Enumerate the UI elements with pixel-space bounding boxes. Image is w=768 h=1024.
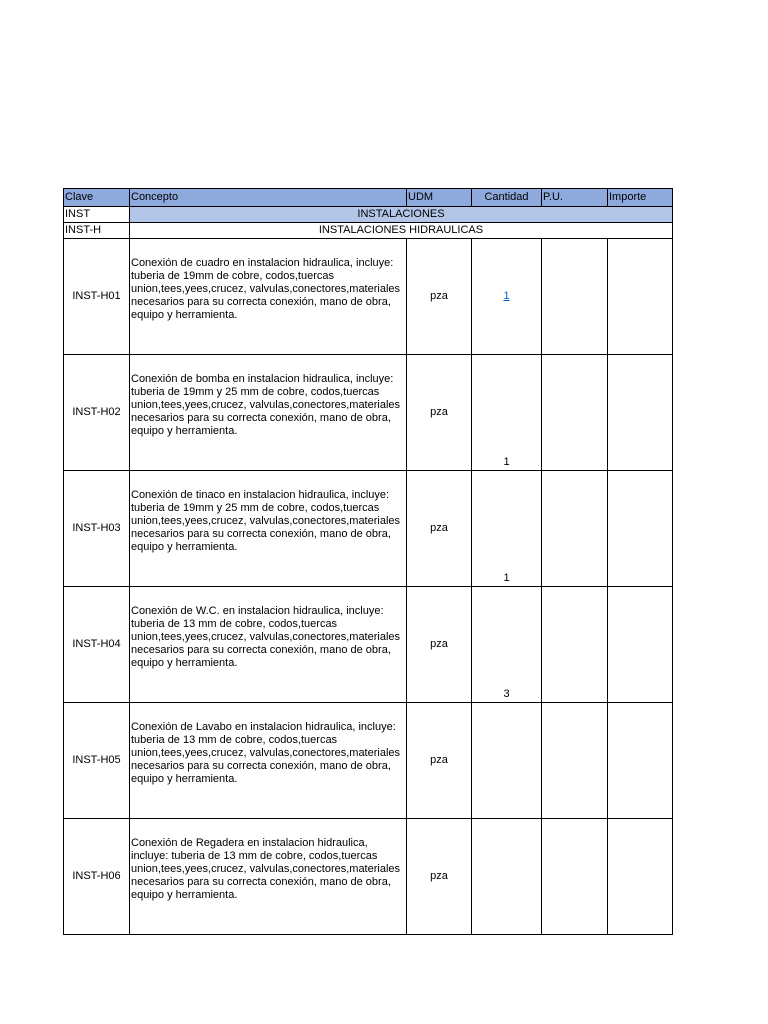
row-importe — [608, 239, 673, 355]
row-pu — [542, 239, 608, 355]
row-clave: INST-H01 — [64, 239, 130, 355]
section-title: INSTALACIONES HIDRAULICAS — [130, 223, 673, 239]
header-pu: P.U. — [542, 189, 608, 207]
table-row — [64, 239, 673, 355]
row-importe — [608, 819, 673, 935]
table-row — [64, 703, 673, 819]
header-clave: Clave — [64, 189, 130, 207]
row-concepto: Conexión de cuadro en instalacion hidraulica, incluye: tuberia de 19mm de cobre, codos,tuercas union,tees,yees,crucez, valvulas,conectores,materiales necesarios para su correcta conexión, mano de obra, equipo y herramienta. — [130, 239, 407, 355]
row-clave: INST-H05 — [64, 703, 130, 819]
row-udm: pza — [407, 471, 472, 587]
section-clave: INST-H — [64, 223, 130, 239]
row-pu — [542, 703, 608, 819]
header-udm: UDM — [407, 189, 472, 207]
row-cantidad — [472, 819, 542, 935]
row-udm: pza — [407, 703, 472, 819]
row-concepto: Conexión de Regadera en instalacion hidraulica, incluye: tuberia de 13 mm de cobre, codos,tuercas union,tees,yees,crucez, valvulas,conectores,materiales necesarios para su correcta conexión, mano de obra, equipo y herramienta. — [130, 819, 407, 935]
section-row-instalaciones — [64, 207, 673, 223]
row-udm: pza — [407, 587, 472, 703]
table-row — [64, 471, 673, 587]
row-cantidad: 3 — [472, 587, 542, 703]
row-concepto: Conexión de bomba en instalacion hidraulica, incluye: tuberia de 19mm y 25 mm de cobre, codos,tuercas union,tees,yees,crucez, valvulas,conectores,materiales necesarios para su correcta conexión, mano de obra, equipo y herramienta. — [130, 355, 407, 471]
row-importe — [608, 703, 673, 819]
cantidad-link[interactable]: 1 — [503, 289, 510, 302]
row-clave: INST-H02 — [64, 355, 130, 471]
row-clave: INST-H03 — [64, 471, 130, 587]
header-cantidad: Cantidad — [472, 189, 542, 207]
header-concepto: Concepto — [130, 189, 407, 207]
section-clave: INST — [64, 207, 130, 223]
section-row-hidraulicas — [64, 223, 673, 239]
row-udm: pza — [407, 355, 472, 471]
row-pu — [542, 587, 608, 703]
row-clave: INST-H04 — [64, 587, 130, 703]
row-importe — [608, 587, 673, 703]
row-pu — [542, 471, 608, 587]
row-pu — [542, 819, 608, 935]
section-title: INSTALACIONES — [130, 207, 673, 223]
table-row — [64, 355, 673, 471]
row-pu — [542, 355, 608, 471]
row-concepto: Conexión de tinaco en instalacion hidraulica, incluye: tuberia de 19mm y 25 mm de cobre, codos,tuercas union,tees,yees,crucez, valvulas,conectores,materiales necesarios para su correcta conexión, mano de obra, equipo y herramienta. — [130, 471, 407, 587]
table-row — [64, 819, 673, 935]
row-importe — [608, 355, 673, 471]
row-udm: pza — [407, 239, 472, 355]
table-row — [64, 587, 673, 703]
row-cantidad — [472, 703, 542, 819]
row-cantidad: 1 — [472, 355, 542, 471]
row-concepto: Conexión de Lavabo en instalacion hidraulica, incluye: tuberia de 13 mm de cobre, codos,tuercas union,tees,yees,crucez, valvulas,conectores,materiales necesarios para su correcta conexión, mano de obra, equipo y herramienta. — [130, 703, 407, 819]
header-row — [64, 189, 673, 207]
row-udm: pza — [407, 819, 472, 935]
budget-table — [63, 188, 673, 935]
row-importe — [608, 471, 673, 587]
row-concepto: Conexión de W.C. en instalacion hidraulica, incluye: tuberia de 13 mm de cobre, codos,tuercas union,tees,yees,crucez, valvulas,conectores,materiales necesarios para su correcta conexión, mano de obra, equipo y herramienta. — [130, 587, 407, 703]
row-clave: INST-H06 — [64, 819, 130, 935]
row-cantidad: 1 — [472, 471, 542, 587]
row-cantidad — [472, 239, 542, 355]
header-importe: Importe — [608, 189, 673, 207]
